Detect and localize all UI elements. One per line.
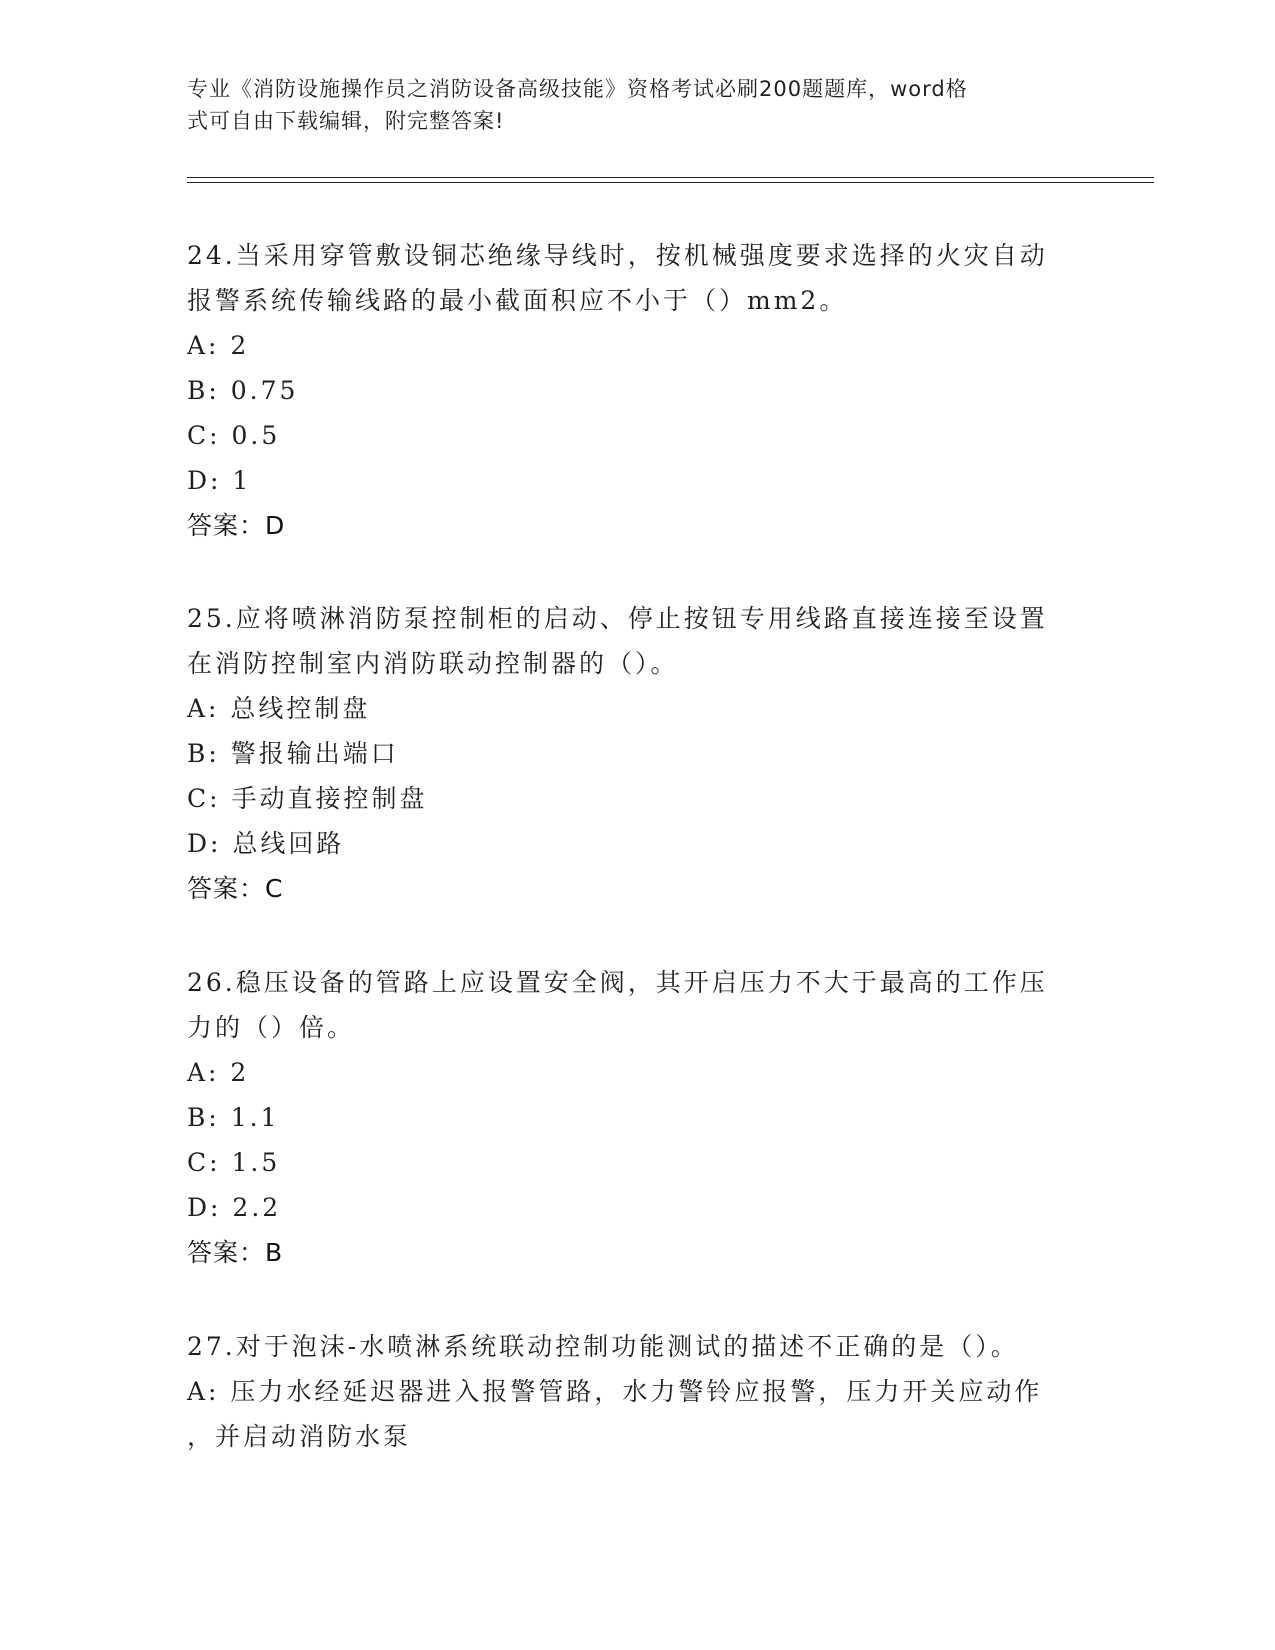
option-d: D: 1 bbox=[187, 466, 252, 495]
option-b: B: 0.75 bbox=[187, 376, 299, 405]
question-text bbox=[187, 596, 1087, 686]
header-divider-top bbox=[187, 177, 1154, 178]
option-a bbox=[187, 1369, 1087, 1459]
header-line-2: 式可自由下载编辑，附完整答案! bbox=[187, 109, 505, 133]
header-line-1: 专业《消防设施操作员之消防设备高级技能》资格考试必刷200题题库，word格 bbox=[187, 77, 968, 101]
option-a: A: 总线控制盘 bbox=[187, 694, 371, 723]
question-25 bbox=[187, 596, 1087, 911]
option-b: B: 警报输出端口 bbox=[187, 739, 399, 768]
option-a: A: 2 bbox=[187, 1058, 250, 1087]
question-text bbox=[187, 960, 1087, 1050]
question-text-line-1: 24.当采用穿管敷设铜芯绝缘导线时，按机械强度要求选择的火灾自动 bbox=[187, 241, 1048, 270]
option-d: D: 总线回路 bbox=[187, 829, 345, 858]
option-d: D: 2.2 bbox=[187, 1193, 282, 1222]
answer: 答案：C bbox=[187, 874, 284, 903]
option-a: A: 2 bbox=[187, 331, 250, 360]
question-27 bbox=[187, 1324, 1087, 1459]
option-a-line-2: ，并启动消防水泵 bbox=[187, 1422, 412, 1451]
question-26 bbox=[187, 960, 1087, 1275]
question-text-line-2: 报警系统传输线路的最小截面积应不小于（）mm2。 bbox=[187, 286, 848, 315]
option-c: C: 手动直接控制盘 bbox=[187, 784, 428, 813]
header-divider-bottom bbox=[187, 182, 1154, 183]
question-text-line-2: 在消防控制室内消防联动控制器的（）。 bbox=[187, 649, 679, 678]
option-b: B: 1.1 bbox=[187, 1103, 280, 1132]
option-a-line-1: A: 压力水经延迟器进入报警管路，水力警铃应报警，压力开关应动作 bbox=[187, 1377, 1043, 1406]
question-text bbox=[187, 233, 1087, 323]
question-text-line-1: 25.应将喷淋消防泵控制柜的启动、停止按钮专用线路直接连接至设置 bbox=[187, 604, 1048, 633]
question-text: 27.对于泡沫-水喷淋系统联动控制功能测试的描述不正确的是（）。 bbox=[187, 1332, 1019, 1361]
document-header bbox=[187, 73, 1067, 137]
question-text-line-2: 力的（）倍。 bbox=[187, 1013, 356, 1042]
answer: 答案：B bbox=[187, 1238, 284, 1267]
question-text-line-1: 26.稳压设备的管路上应设置安全阀，其开启压力不大于最高的工作压 bbox=[187, 968, 1048, 997]
question-24 bbox=[187, 233, 1087, 548]
option-c: C: 0.5 bbox=[187, 421, 281, 450]
option-c: C: 1.5 bbox=[187, 1148, 281, 1177]
answer: 答案：D bbox=[187, 511, 286, 540]
